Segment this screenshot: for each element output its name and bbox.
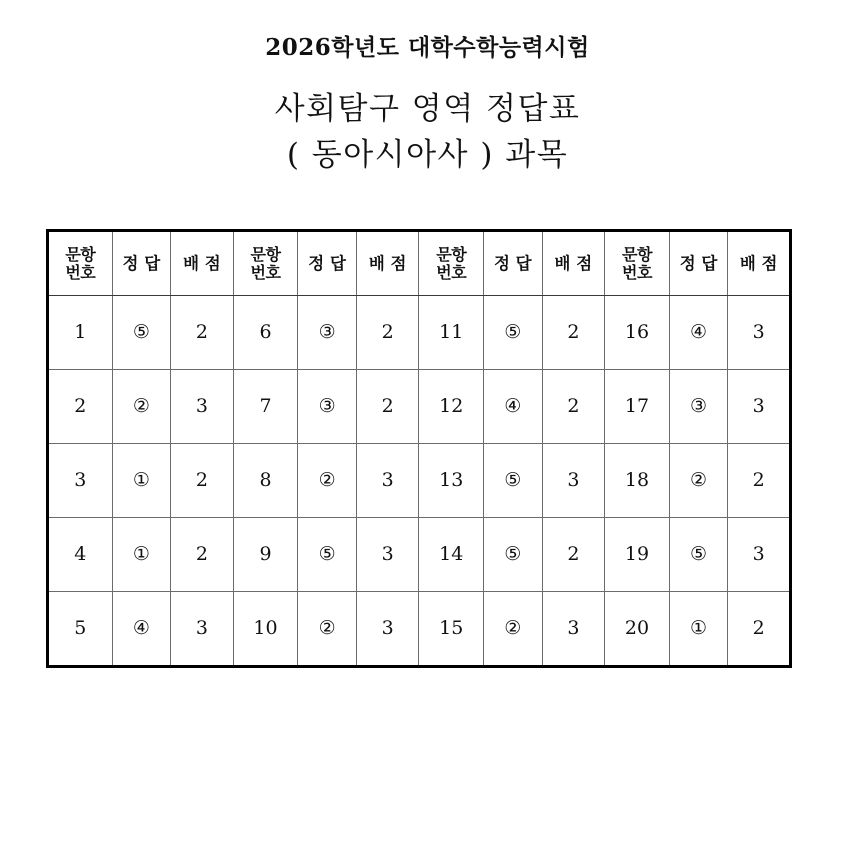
cell-points: 2 [356,370,419,444]
cell-question-no: 1 [48,296,113,370]
cell-answer: ⑤ [484,444,543,518]
table-header-row [48,231,791,296]
cell-question-no: 8 [233,444,298,518]
table-body [48,296,791,667]
cell-answer: ① [112,518,171,592]
cell-question-no: 20 [605,592,670,667]
cell-answer: ⑤ [484,518,543,592]
cell-answer: ④ [112,592,171,667]
cell-answer: ② [484,592,543,667]
cell-question-no: 2 [48,370,113,444]
header-question-no-line2: 번호 [250,262,281,282]
cell-answer: ④ [669,296,728,370]
cell-points: 3 [171,370,234,444]
header-points-3: 배 점 [542,231,605,296]
cell-answer: ③ [669,370,728,444]
cell-points: 3 [728,370,791,444]
table-head [48,231,791,296]
subject-title: ( 동아시아사 ) 과목 [286,136,569,173]
cell-answer: ① [669,592,728,667]
cell-points: 2 [728,444,791,518]
cell-answer: ⑤ [298,518,357,592]
exam-year-title: 2026학년도 대학수학능력시험 [265,34,590,61]
cell-points: 2 [171,444,234,518]
cell-question-no: 19 [605,518,670,592]
cell-points: 2 [542,296,605,370]
cell-question-no: 7 [233,370,298,444]
cell-answer: ③ [298,296,357,370]
cell-answer: ① [112,444,171,518]
cell-points: 3 [356,518,419,592]
cell-answer: ② [298,444,357,518]
table-row [48,444,791,518]
table-row [48,296,791,370]
header-question-no-1 [48,231,113,296]
cell-points: 2 [171,296,234,370]
cell-question-no: 3 [48,444,113,518]
header-question-no-line2: 번호 [436,262,467,282]
header-answer-3: 정 답 [484,231,543,296]
cell-points: 3 [356,444,419,518]
header-question-no-line1: 문항 [436,245,467,265]
cell-points: 3 [542,444,605,518]
cell-question-no: 17 [605,370,670,444]
cell-question-no: 14 [419,518,484,592]
cell-question-no: 5 [48,592,113,667]
cell-points: 3 [356,592,419,667]
table-row [48,518,791,592]
answer-table-container [46,229,792,668]
title-block [0,34,855,176]
header-points-2: 배 점 [356,231,419,296]
cell-answer: ② [298,592,357,667]
table-row [48,592,791,667]
header-points-4: 배 점 [728,231,791,296]
cell-question-no: 4 [48,518,113,592]
cell-points: 2 [171,518,234,592]
cell-question-no: 6 [233,296,298,370]
cell-points: 3 [728,296,791,370]
header-question-no-line2: 번호 [621,262,652,282]
cell-points: 2 [356,296,419,370]
cell-question-no: 11 [419,296,484,370]
cell-answer: ⑤ [484,296,543,370]
cell-answer: ③ [298,370,357,444]
cell-question-no: 9 [233,518,298,592]
cell-question-no: 18 [605,444,670,518]
header-answer-4: 정 답 [669,231,728,296]
header-points-1: 배 점 [171,231,234,296]
cell-points: 2 [728,592,791,667]
cell-points: 3 [728,518,791,592]
cell-question-no: 13 [419,444,484,518]
header-question-no-2 [233,231,298,296]
cell-question-no: 10 [233,592,298,667]
header-question-no-line2: 번호 [65,262,96,282]
cell-question-no: 12 [419,370,484,444]
table-row [48,370,791,444]
header-question-no-4 [605,231,670,296]
header-question-no-line1: 문항 [250,245,281,265]
cell-answer: ④ [484,370,543,444]
header-question-no-line1: 문항 [65,245,96,265]
cell-points: 3 [542,592,605,667]
cell-question-no: 16 [605,296,670,370]
header-answer-2: 정 답 [298,231,357,296]
header-question-no-3 [419,231,484,296]
cell-answer: ② [669,444,728,518]
cell-points: 3 [171,592,234,667]
page-title: 사회탐구 영역 정답표 [274,90,581,127]
cell-answer: ⑤ [112,296,171,370]
cell-question-no: 15 [419,592,484,667]
header-answer-1: 정 답 [112,231,171,296]
cell-answer: ⑤ [669,518,728,592]
answer-table [46,229,792,668]
cell-answer: ② [112,370,171,444]
cell-points: 2 [542,370,605,444]
cell-points: 2 [542,518,605,592]
header-question-no-line1: 문항 [621,245,652,265]
